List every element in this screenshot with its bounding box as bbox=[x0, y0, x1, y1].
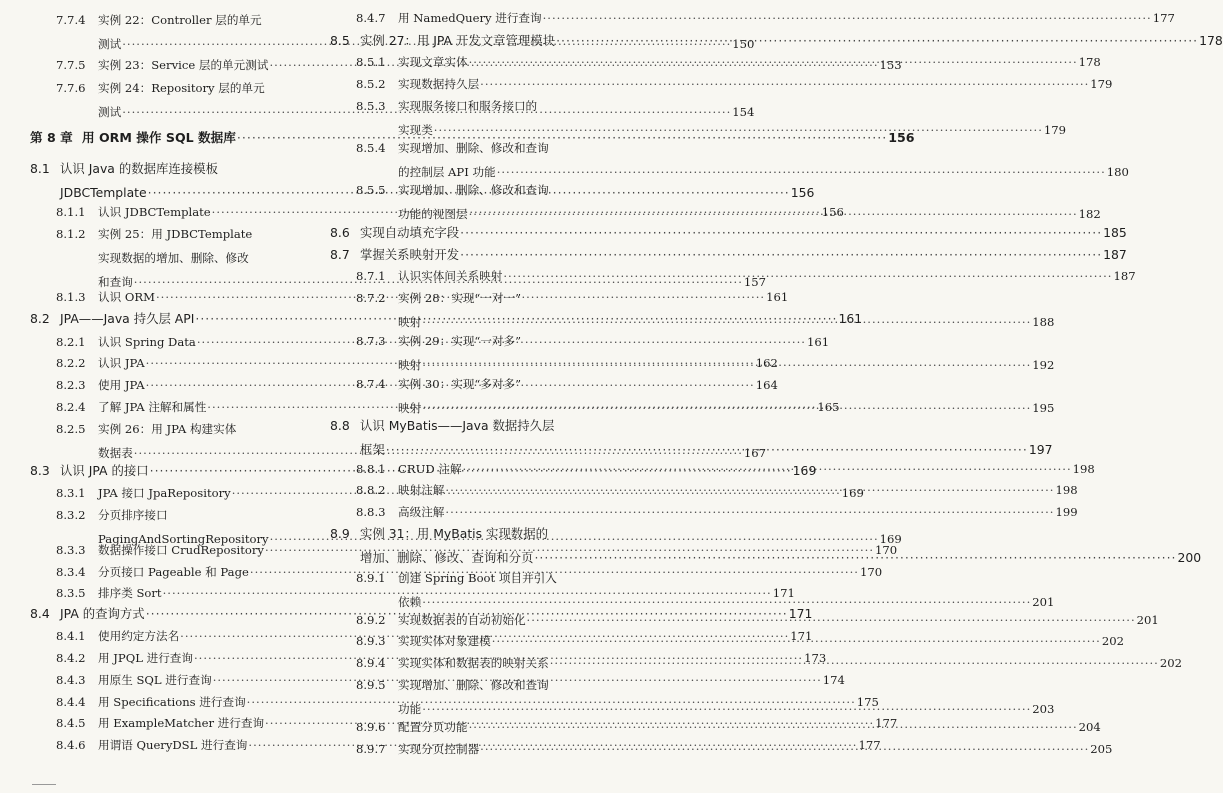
page-number: 170 bbox=[859, 565, 883, 579]
section-title-cont: 和查询 bbox=[98, 275, 133, 289]
section-title: 认识 JPA 的接口 bbox=[60, 463, 149, 478]
section-number: 8.1.2 bbox=[56, 227, 86, 241]
section-title: 实现数据表的自动初始化 bbox=[398, 613, 526, 627]
section-title: 用原生 SQL 进行查询 bbox=[98, 673, 212, 687]
page-number: 202 bbox=[1159, 656, 1182, 670]
section-number: 8.5.5 bbox=[356, 183, 386, 197]
page-number: 156 bbox=[790, 185, 815, 200]
section-number: 8.1.1 bbox=[56, 205, 86, 219]
page-number: 202 bbox=[1101, 634, 1124, 648]
leader-dots bbox=[444, 478, 1055, 502]
section-number: 8.4.6 bbox=[56, 738, 86, 752]
section-title: 用谓语 QueryDSL 进行查询 bbox=[98, 738, 248, 752]
page-number: 171 bbox=[772, 586, 795, 600]
section-title: 创建 Spring Boot 项目并引入 bbox=[398, 571, 557, 585]
section-title: 配置分页功能 bbox=[398, 720, 468, 734]
section-title: 映射注解 bbox=[398, 483, 445, 497]
page-number: 161 bbox=[766, 290, 789, 304]
page-number: 171 bbox=[788, 606, 813, 621]
page-number: 162 bbox=[755, 356, 778, 370]
page-number: 195 bbox=[1032, 401, 1055, 415]
section-title: 用 NamedQuery 进行查询 bbox=[398, 11, 542, 25]
page-number: 192 bbox=[1032, 358, 1055, 372]
section-title: 实例 22：Controller 层的单元 bbox=[98, 13, 262, 27]
page-number: 150 bbox=[732, 37, 755, 51]
page-number: 197 bbox=[1028, 442, 1053, 457]
page-number: 177 bbox=[1152, 11, 1175, 25]
leader-dots bbox=[479, 737, 1090, 761]
leader-dots bbox=[502, 264, 1113, 288]
section-title: 分页排序接口 bbox=[98, 508, 168, 522]
section-number: 8.8.1 bbox=[356, 462, 386, 476]
page-number: 205 bbox=[1090, 742, 1113, 756]
section-title: 使用 JPA bbox=[98, 378, 145, 392]
section-title: 实例 30：实现“多对多” bbox=[398, 377, 522, 391]
section-number: 8.6 bbox=[330, 225, 350, 240]
section-number: 8.2.5 bbox=[56, 422, 86, 436]
section-title: 高级注解 bbox=[398, 505, 445, 519]
section-number: 8.8 bbox=[330, 418, 350, 433]
section-title: 实例 26：用 JPA 构建实体 bbox=[98, 422, 237, 436]
page-number: 171 bbox=[790, 629, 813, 643]
section-title: JPA 接口 JpaRepository bbox=[98, 486, 231, 500]
section-number: 8.2.3 bbox=[56, 378, 86, 392]
page-number: 170 bbox=[875, 543, 898, 557]
page-number: 198 bbox=[1072, 462, 1095, 476]
section-title: 实现实体对象建模 bbox=[398, 634, 491, 648]
page-number: 187 bbox=[1113, 269, 1136, 283]
section-number: 8.3.2 bbox=[56, 508, 86, 522]
leader-dots bbox=[549, 651, 1160, 675]
section-title: 实例 29：实现“一对多” bbox=[398, 334, 522, 348]
page-number: 199 bbox=[1055, 505, 1078, 519]
section-title: 实现增加、删除、修改和查询 bbox=[398, 678, 549, 692]
page-number: 187 bbox=[1103, 247, 1127, 262]
section-number: 8.3.3 bbox=[56, 543, 86, 557]
section-title-cont: 映射 bbox=[398, 358, 422, 372]
section-number: 8.5 bbox=[330, 33, 350, 48]
section-title: 实例 23：Service 层的单元测试 bbox=[98, 58, 269, 72]
leader-dots bbox=[542, 6, 1153, 30]
page-number: 174 bbox=[822, 673, 845, 687]
section-title-cont: 数据表 bbox=[98, 446, 133, 460]
page-number: 153 bbox=[879, 58, 902, 72]
section-number: 8.9.3 bbox=[356, 634, 386, 648]
page-number: 201 bbox=[1032, 595, 1055, 609]
section-number: 8.4.2 bbox=[56, 651, 86, 665]
section-title: JPA——Java 持久层 API bbox=[60, 311, 195, 326]
page-number: 204 bbox=[1078, 720, 1101, 734]
section-title: 实现实体和数据表的映射关系 bbox=[398, 656, 549, 670]
page-number: 177 bbox=[875, 716, 898, 730]
page-number: 167 bbox=[743, 446, 767, 460]
page-number: 161 bbox=[838, 311, 863, 326]
page-number: 188 bbox=[1032, 315, 1055, 329]
section-title-cont: PagingAndSortingRepository bbox=[98, 532, 269, 546]
page-number: 182 bbox=[1078, 207, 1101, 221]
section-title: 实例 28：实现“一对一” bbox=[398, 291, 522, 305]
leader-dots bbox=[533, 546, 1177, 570]
section-title: 实现分页控制器 bbox=[398, 742, 480, 756]
section-number: 8.9 bbox=[330, 526, 350, 541]
section-number: 7.7.5 bbox=[56, 58, 86, 72]
page-number: 185 bbox=[1103, 225, 1127, 240]
section-title-cont: 测试 bbox=[98, 105, 122, 119]
section-title: 使用约定方法名 bbox=[98, 629, 180, 643]
section-title: 用 Specifications 进行查询 bbox=[98, 695, 246, 709]
section-number: 8.3.4 bbox=[56, 565, 86, 579]
section-number: 8.3.5 bbox=[56, 586, 86, 600]
page-number: 157 bbox=[743, 275, 767, 289]
page-number: 154 bbox=[732, 105, 755, 119]
section-title: 实现服务接口和服务接口的 bbox=[398, 99, 538, 113]
section-number: 8.9.5 bbox=[356, 678, 386, 692]
section-title: 了解 JPA 注解和属性 bbox=[98, 400, 207, 414]
section-title-cont: 实现数据的增加、删除、修改 bbox=[98, 251, 249, 265]
section-title: 实例 25：用 JDBCTemplate bbox=[98, 227, 253, 241]
page-number: 179 bbox=[1090, 77, 1113, 91]
leader-dots bbox=[491, 629, 1102, 653]
section-title: 数据操作接口 CrudRepository bbox=[98, 543, 264, 557]
section-number: 8.8.3 bbox=[356, 505, 386, 519]
section-title-cont: 映射 bbox=[398, 315, 422, 329]
section-number: 8.9.4 bbox=[356, 656, 386, 670]
section-number: 8.4.3 bbox=[56, 673, 86, 687]
section-number: 8.7 bbox=[330, 247, 350, 262]
section-number: 8.4.7 bbox=[356, 11, 386, 25]
chapter-number: 第 8 章 bbox=[30, 130, 73, 145]
section-number: 8.9.2 bbox=[356, 613, 386, 627]
section-title: 实现增加、删除、修改和查询 bbox=[398, 141, 549, 155]
section-number: 8.4.4 bbox=[56, 695, 86, 709]
leader-dots bbox=[468, 715, 1079, 739]
section-number: 8.9.7 bbox=[356, 742, 386, 756]
section-number: 8.4 bbox=[30, 606, 50, 621]
page-number: 164 bbox=[755, 378, 778, 392]
page-number: 169 bbox=[792, 463, 817, 478]
section-number: 8.2 bbox=[30, 311, 50, 326]
page-number: 203 bbox=[1032, 702, 1055, 716]
section-title: 用 ExampleMatcher 进行查询 bbox=[98, 716, 265, 730]
section-number: 8.2.4 bbox=[56, 400, 86, 414]
section-title: 认识 ORM bbox=[98, 290, 155, 304]
page-number: 156 bbox=[821, 205, 844, 219]
section-title: CRUD 注解 bbox=[398, 462, 462, 476]
section-title-cont: 增加、删除、修改、查询和分页 bbox=[360, 550, 534, 565]
section-number: 8.3.1 bbox=[56, 486, 86, 500]
section-number: 8.4.1 bbox=[56, 629, 86, 643]
page-number: 165 bbox=[817, 400, 840, 414]
section-title: 实现数据持久层 bbox=[398, 77, 480, 91]
page-number: 179 bbox=[1043, 123, 1067, 137]
section-title: 用 JPQL 进行查询 bbox=[98, 651, 193, 665]
section-title-cont: 映射 bbox=[398, 401, 422, 415]
page-number: 161 bbox=[806, 335, 830, 349]
section-title: 排序类 Sort bbox=[98, 586, 162, 600]
page-number: 201 bbox=[1136, 613, 1159, 627]
section-number: 8.5.4 bbox=[356, 141, 386, 155]
leader-dots bbox=[468, 50, 1079, 74]
section-number: 8.7.1 bbox=[356, 269, 386, 283]
section-title-cont: 功能的视图层 bbox=[398, 207, 468, 221]
page-number: 169 bbox=[841, 486, 864, 500]
section-number: 8.3 bbox=[30, 463, 50, 478]
section-title: 认识实体间关系映射 bbox=[398, 269, 503, 283]
section-number: 8.1 bbox=[30, 161, 50, 176]
page-number: 178 bbox=[1078, 55, 1101, 69]
section-title-cont: 框架 bbox=[360, 442, 385, 457]
section-title: 认识 JDBCTemplate bbox=[98, 205, 211, 219]
section-title-cont: 实现类 bbox=[398, 123, 433, 137]
page-number: 180 bbox=[1106, 165, 1129, 179]
section-title: 分页接口 Pageable 和 Page bbox=[98, 565, 249, 579]
section-title: 认识 Java 的数据库连接模板 bbox=[60, 161, 218, 176]
page-number: 178 bbox=[1199, 33, 1223, 48]
section-number: 8.4.5 bbox=[56, 716, 86, 730]
section-number: 7.7.4 bbox=[56, 13, 86, 27]
section-number: 7.7.6 bbox=[56, 81, 86, 95]
section-number: 8.2.2 bbox=[56, 356, 86, 370]
section-title-cont: JDBCTemplate bbox=[60, 185, 147, 200]
section-number: 8.2.1 bbox=[56, 335, 86, 349]
section-number: 8.5.1 bbox=[356, 55, 386, 69]
section-title: JPA 的查询方式 bbox=[60, 606, 145, 621]
leader-dots bbox=[459, 221, 1103, 245]
section-number: 8.7.3 bbox=[356, 334, 386, 348]
section-title: 认识 MyBatis——Java 数据持久层 bbox=[360, 418, 555, 433]
section-title: 实现文章实体 bbox=[398, 55, 468, 69]
section-title: 实现增加、删除、修改和查询 bbox=[398, 183, 549, 197]
section-title-cont: 功能 bbox=[398, 702, 422, 716]
section-title-cont: 的控制层 API 功能 bbox=[398, 165, 496, 179]
section-title: 认识 Spring Data bbox=[98, 335, 196, 349]
section-number: 8.7.4 bbox=[356, 377, 386, 391]
section-title-cont: 测试 bbox=[98, 37, 122, 51]
section-title: 实例 31：用 MyBatis 实现数据的 bbox=[360, 526, 548, 541]
section-number: 8.5.3 bbox=[356, 99, 386, 113]
section-number: 8.7.2 bbox=[356, 291, 386, 305]
section-title-cont: 依赖 bbox=[398, 595, 422, 609]
page-number: 198 bbox=[1055, 483, 1078, 497]
section-title: 实现自动填充字段 bbox=[360, 225, 460, 240]
section-title: 掌握关系映射开发 bbox=[360, 247, 460, 262]
chapter-title: 用 ORM 操作 SQL 数据库 bbox=[82, 130, 236, 145]
page-number: 177 bbox=[858, 738, 881, 752]
section-title: 实例 24：Repository 层的单元 bbox=[98, 81, 265, 95]
section-number: 8.9.1 bbox=[356, 571, 386, 585]
section-title: 认识 JPA bbox=[98, 356, 145, 370]
section-number: 8.9.6 bbox=[356, 720, 386, 734]
section-title: 实例 27：用 JPA 开发文章管理模块 bbox=[360, 33, 556, 48]
page-number: 169 bbox=[879, 532, 902, 546]
section-number: 8.1.3 bbox=[56, 290, 86, 304]
leader-dots bbox=[444, 500, 1055, 524]
page-number: 175 bbox=[856, 695, 879, 709]
page-edge-mark bbox=[32, 784, 56, 793]
leader-dots bbox=[479, 72, 1090, 96]
page-number: 173 bbox=[804, 651, 827, 665]
page-number: 156 bbox=[888, 130, 915, 145]
section-number: 8.8.2 bbox=[356, 483, 386, 497]
section-number: 8.5.2 bbox=[356, 77, 386, 91]
page-number: 200 bbox=[1177, 550, 1202, 565]
